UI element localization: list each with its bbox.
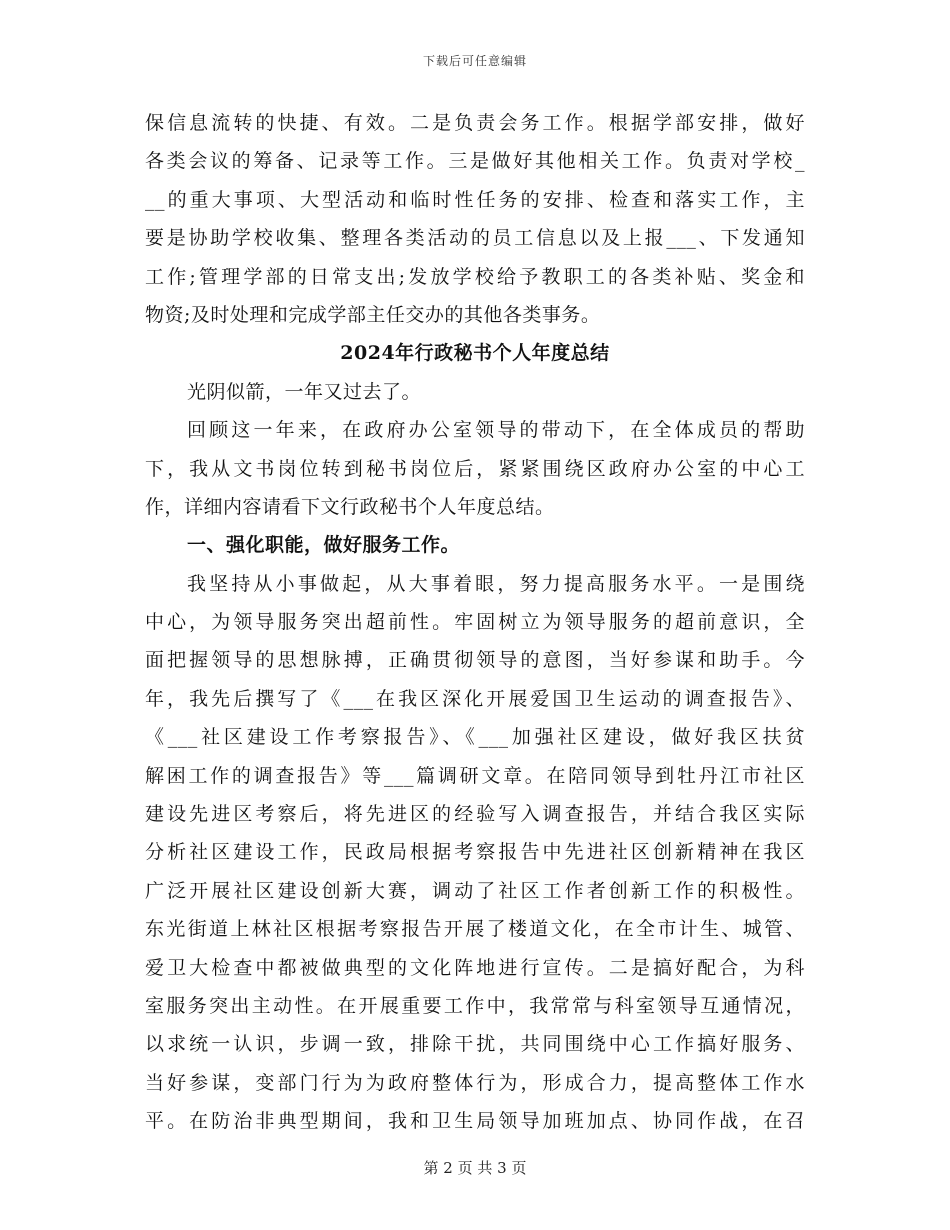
text-line: 作，详细内容请看下文行政秘书个人年度总结。 [145, 495, 555, 518]
text-line: 年，我先后撰写了《___在我区深化开展爱国卫生运动的调查报告》、 [145, 687, 805, 710]
text-line: 当好参谋，变部门行为为政府整体行为，形成合力，提高整体工作水 [145, 1071, 805, 1094]
text-line: 室服务突出主动性。在开展重要工作中，我常常与科室领导互通情况， [145, 994, 805, 1017]
text-line: 广泛开展社区建设创新大赛，调动了社区工作者创新工作的积极性。 [145, 879, 805, 902]
text-line: 我坚持从小事做起，从大事着眼，努力提高服务水平。一是围绕 [187, 572, 805, 595]
text-line: 物资;及时处理和完成学部主任交办的其他各类事务。 [145, 303, 601, 326]
text-line: 工作;管理学部的日常支出;发放学校给予教职工的各类补贴、奖金和 [145, 265, 805, 288]
text-line: 面把握领导的思想脉搏，正确贯彻领导的意图，当好参谋和助手。今 [145, 649, 805, 672]
section-heading: 一、强化职能，做好服务工作。 [187, 534, 461, 557]
text-line: 分析社区建设工作，民政局根据考察报告中先进社区创新精神在我区 [145, 841, 805, 864]
text-line: 解困工作的调查报告》等___篇调研文章。在陪同领导到牡丹江市社区 [145, 764, 805, 787]
text-line: 东光街道上林社区根据考察报告开展了楼道文化，在全市计生、城管、 [145, 918, 805, 941]
page-header-note: 下载后可任意编辑 [422, 54, 527, 68]
text-line: 回顾这一年来，在政府办公室领导的带动下，在全体成员的帮助 [187, 419, 805, 442]
text-line: 保信息流转的快捷、有效。二是负责会务工作。根据学部安排，做好 [145, 112, 805, 134]
text-line: 各类会议的筹备、记录等工作。三是做好其他相关工作。负责对学校_ [145, 150, 805, 173]
text-line: 《___社区建设工作考察报告》、《___加强社区建设，做好我区扶贫 [145, 726, 805, 749]
document-title: 2024年行政秘书个人年度总结 [340, 342, 610, 365]
text-line: 要是协助学校收集、整理各类活动的员工信息以及上报___、下发通知 [145, 227, 805, 250]
text-line: 中心，为领导服务突出超前性。牢固树立为领导服务的超前意识，全 [145, 611, 805, 634]
text-line: 下，我从文书岗位转到秘书岗位后，紧紧围绕区政府办公室的中心工 [145, 457, 805, 480]
text-line: 光阴似箭，一年又过去了。 [187, 380, 422, 403]
text-line: __的重大事项、大型活动和临时性任务的安排、检查和落实工作，主 [145, 188, 805, 211]
text-line: 平。在防治非典型期间，我和卫生局领导加班加点、协同作战，在召 [145, 1110, 805, 1133]
text-line: 以求统一认识，步调一致，排除干扰，共同围绕中心工作搞好服务、 [145, 1033, 805, 1056]
page-number: 第 2 页 共 3 页 [423, 1159, 527, 1177]
text-line: 爱卫大检查中都被做典型的文化阵地进行宣传。二是搞好配合，为科 [145, 956, 805, 979]
text-line: 建设先进区考察后，将先进区的经验写入调查报告，并结合我区实际 [145, 803, 805, 826]
document-body [145, 104, 805, 1141]
